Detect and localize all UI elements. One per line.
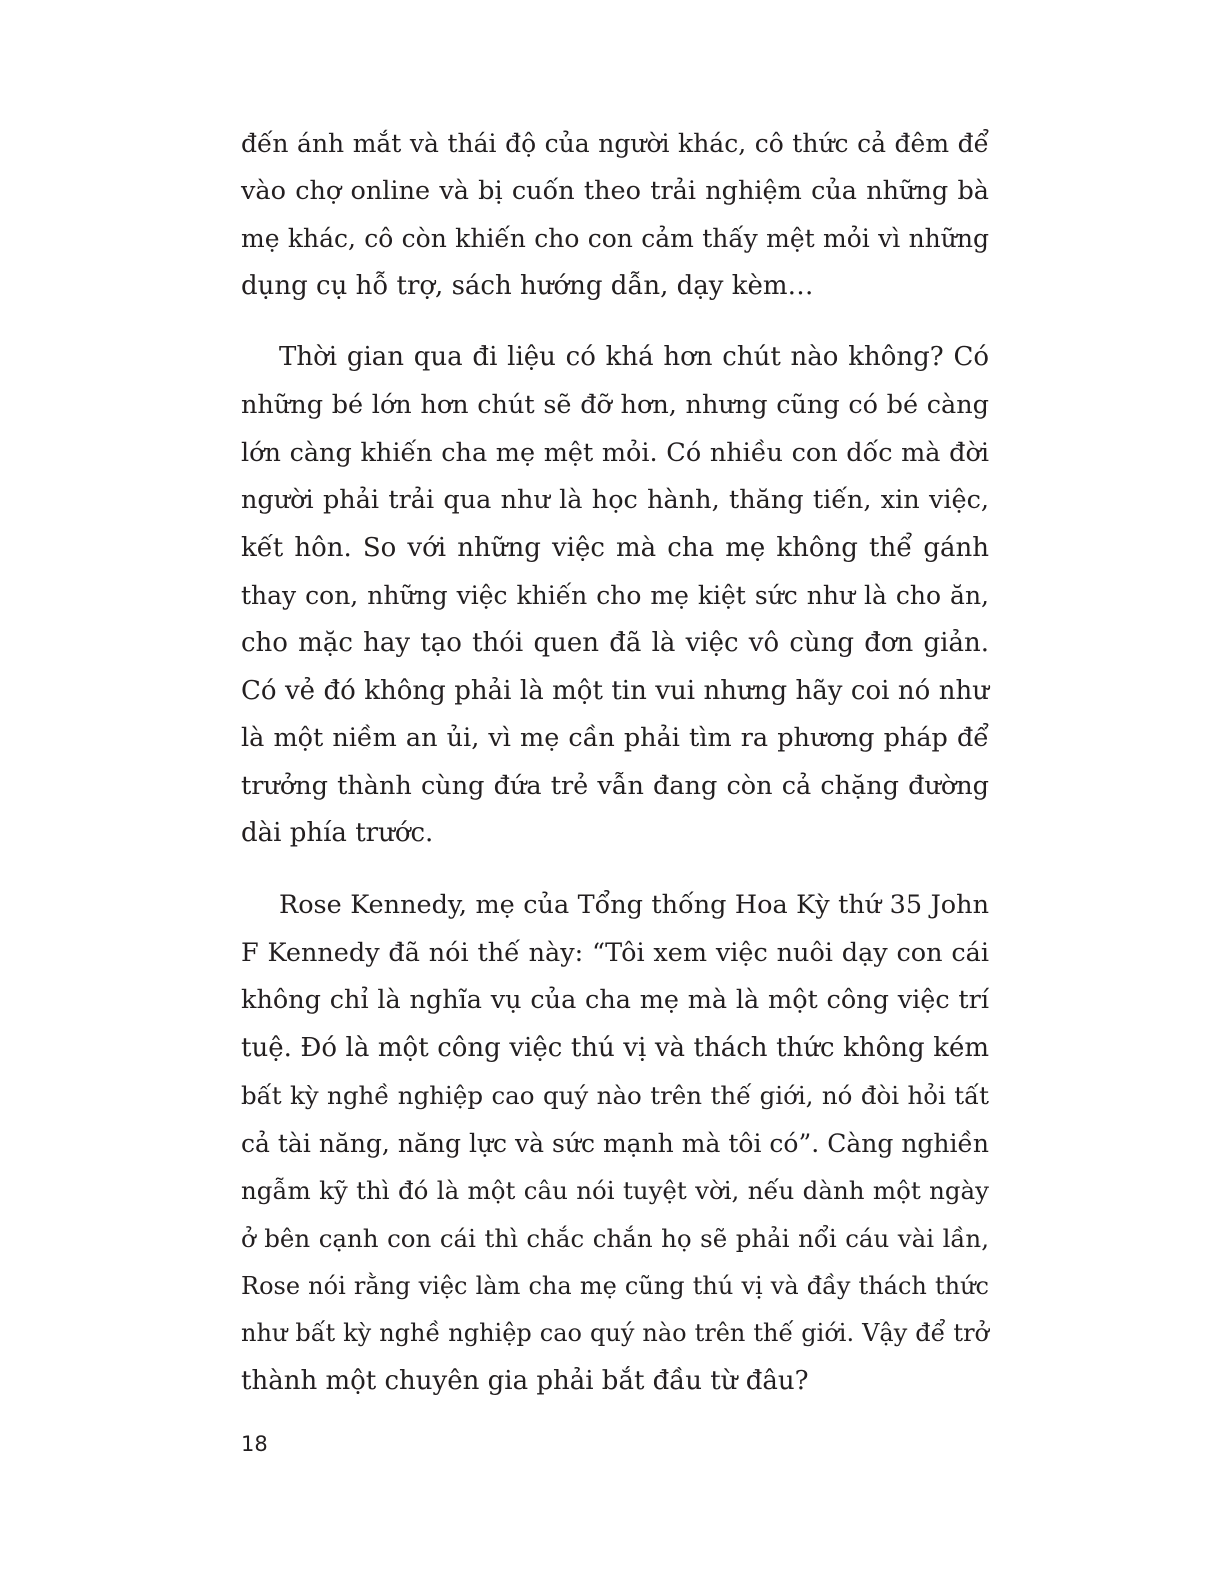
paragraph-2 — [241, 334, 989, 858]
text-line: bất kỳ nghề nghiệp cao quý nào trên thế giới, nó đòi hỏi tất — [241, 1081, 989, 1111]
page-number: 18 — [241, 1432, 268, 1456]
text-line: Rose Kennedy, mẹ của Tổng thống Hoa Kỳ thứ 35 John — [279, 889, 989, 920]
text-line: Có vẻ đó không phải là một tin vui nhưng hãy coi nó như — [241, 675, 989, 706]
text-line: thay con, những việc khiến cho mẹ kiệt sức như là cho ăn, — [241, 581, 989, 611]
text-line: là một niềm an ủi, vì mẹ cần phải tìm ra phương pháp để — [241, 723, 989, 754]
text-line: cho mặc hay tạo thói quen đã là việc vô cùng đơn giản. — [241, 627, 989, 658]
text-line: đến ánh mắt và thái độ của người khác, cô thức cả đêm để — [241, 129, 989, 158]
text-line: dài phía trước. — [241, 818, 434, 849]
text-line: Rose nói rằng việc làm cha mẹ cũng thú vị và đầy thách thức — [241, 1271, 989, 1300]
paragraph-3 — [241, 882, 989, 1406]
text-line: vào chợ online và bị cuốn theo trải nghiệm của những bà — [241, 175, 989, 206]
text-line: tuệ. Đó là một công việc thú vị và thách thức không kém — [241, 1032, 989, 1063]
paragraph-1 — [241, 120, 989, 310]
text-line: Thời gian qua đi liệu có khá hơn chút nào không? Có — [279, 342, 989, 373]
text-line: thành một chuyên gia phải bắt đầu từ đâu? — [241, 1365, 809, 1396]
text-line: dụng cụ hỗ trợ, sách hướng dẫn, dạy kèm… — [241, 270, 814, 301]
text-line: không chỉ là nghĩa vụ của cha mẹ mà là một công việc trí — [241, 985, 989, 1016]
text-line: F Kennedy đã nói thế này: “Tôi xem việc nuôi dạy con cái — [241, 937, 989, 968]
text-line: ở bên cạnh con cái thì chắc chắn họ sẽ phải nổi cáu vài lần, — [241, 1224, 989, 1254]
body-text — [241, 120, 989, 1429]
text-line: ngẫm kỹ thì đó là một câu nói tuyệt vời, nếu dành một ngày — [241, 1176, 989, 1206]
text-line: những bé lớn hơn chút sẽ đỡ hơn, nhưng cũng có bé càng — [241, 389, 989, 420]
text-line: trưởng thành cùng đứa trẻ vẫn đang còn cả chặng đường — [241, 770, 989, 801]
text-line: kết hôn. So với những việc mà cha mẹ không thể gánh — [241, 532, 989, 563]
text-line: mẹ khác, cô còn khiến cho con cảm thấy mệt mỏi vì những — [241, 224, 989, 254]
text-line: cả tài năng, năng lực và sức mạnh mà tôi có”. Càng nghiền — [241, 1128, 989, 1158]
text-line: như bất kỳ nghề nghiệp cao quý nào trên thế giới. Vậy để trở — [241, 1319, 989, 1348]
text-line: lớn càng khiến cha mẹ mệt mỏi. Có nhiều con dốc mà đời — [241, 437, 989, 468]
text-line: người phải trải qua như là học hành, thăng tiến, xin việc, — [241, 485, 989, 516]
